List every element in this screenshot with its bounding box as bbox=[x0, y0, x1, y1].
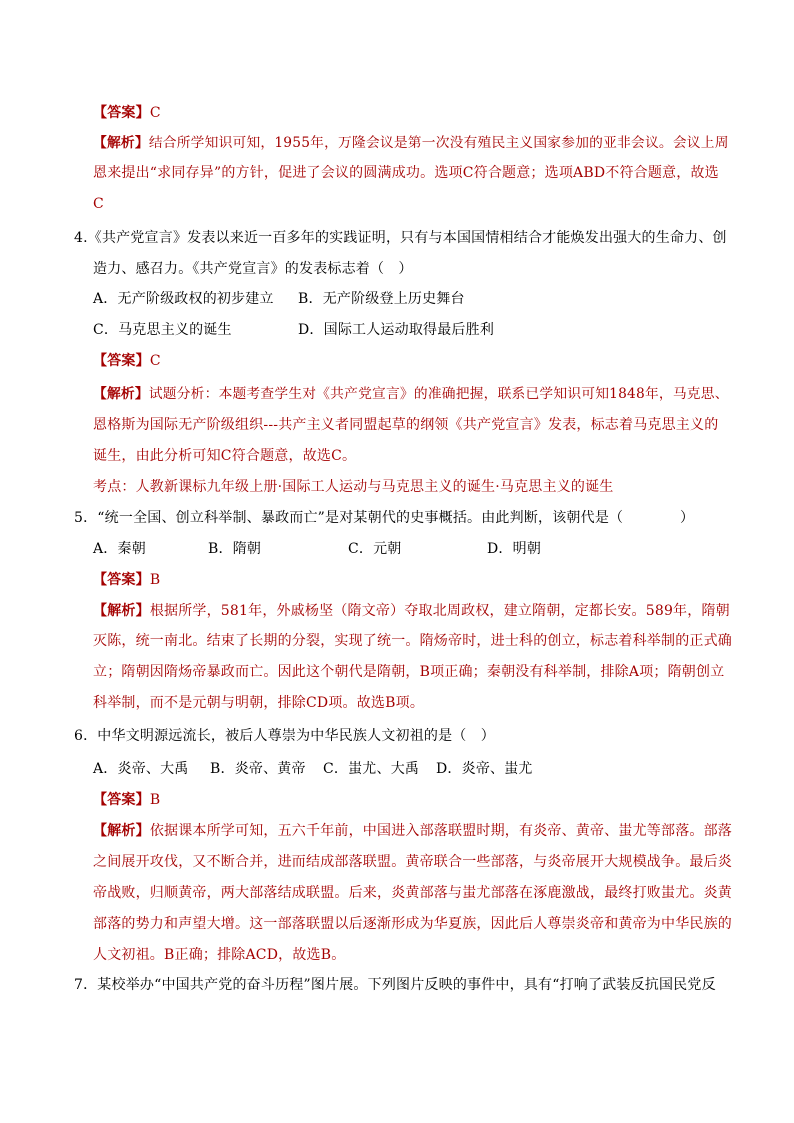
answer-tag: 【答案】 bbox=[93, 353, 150, 369]
q4-option-b: B．无产阶级登上历史舞台 bbox=[298, 291, 465, 307]
q6-answer bbox=[93, 791, 160, 809]
analysis-tag: 【解析】 bbox=[93, 823, 150, 839]
q4-analysis-line: 诞生，由此分析可知C符合题意，故选C。 bbox=[93, 448, 357, 464]
q5-option-c: C．元朝 bbox=[348, 541, 402, 557]
answer-value: B bbox=[149, 572, 161, 588]
q4-answer bbox=[93, 352, 161, 370]
q3-analysis-line: C bbox=[93, 196, 104, 212]
analysis-text: 试题分析：本题考查学生对《共产党宣言》的准确把握，联系已学知识可知1848年，马克思、 bbox=[148, 386, 729, 402]
q5-analysis-line: 科举制，而不是元朝与明朝，排除CD项。故选B项。 bbox=[93, 695, 425, 711]
answer-value: C bbox=[149, 105, 161, 121]
q7-stem: 7．某校举办“中国共产党的奋斗历程”图片展。下列图片反映的事件中，具有“打响了武装反抗国民党反 bbox=[74, 977, 716, 993]
q6-analysis-line: 人文初祖。B正确；排除ACD，故选B。 bbox=[93, 947, 346, 963]
answer-value: B bbox=[149, 792, 161, 808]
q5-analysis-line: 灭陈，统一南北。结束了长期的分裂，实现了统一。隋炀帝时，进士科的创立，标志着科举制的正式确 bbox=[93, 633, 732, 649]
answer-tag: 【答案】 bbox=[93, 572, 150, 588]
q3-answer bbox=[93, 104, 161, 122]
q6-stem: 6．中华文明源远流长，被后人尊崇为中华民族人文初祖的是（ ） bbox=[74, 728, 495, 744]
q5-option-d: D．明朝 bbox=[487, 541, 542, 557]
q4-option-a: A．无产阶级政权的初步建立 bbox=[93, 291, 274, 307]
q4-analysis-line: 恩格斯为国际无产阶级组织---共产主义者同盟起草的纲领《共产党宣言》发表，标志着马克思主义的 bbox=[93, 417, 719, 433]
q5-answer bbox=[93, 571, 160, 589]
q4-stem: 造力、感召力。《共产党宣言》的发表标志着（ ） bbox=[93, 261, 413, 277]
q3-analysis-line bbox=[93, 134, 729, 152]
q6-analysis-line: 部落的势力和声望大增。这一部落联盟以后逐渐形成为华夏族，因此后人尊崇炎帝和黄帝为中华民族的 bbox=[93, 916, 732, 932]
q6-option-c: C．蚩尤、大禹 bbox=[323, 761, 420, 777]
answer-value: C bbox=[149, 353, 161, 369]
q5-stem: 5．“统一全国、创立科举制、暴政而亡”是对某朝代的史事概括。由此判断，该朝代是（ ） bbox=[74, 510, 695, 526]
q5-option-b: B．隋朝 bbox=[208, 541, 262, 557]
analysis-text: 结合所学知识可知，1955年，万隆会议是第一次没有殖民主义国家参加的亚非会议。会议上周 bbox=[148, 135, 729, 151]
analysis-text: 依据课本所学可知，五六千年前，中国进入部落联盟时期，有炎帝、黄帝、蚩尤等部落。部落 bbox=[149, 823, 733, 839]
answer-tag: 【答案】 bbox=[93, 105, 150, 121]
q4-option-c: C．马克思主义的诞生 bbox=[93, 322, 232, 338]
q3-analysis-line: 恩来提出“求同存异”的方针，促进了会议的圆满成功。选项C符合题意；选项ABD不符合题意，故选 bbox=[93, 165, 719, 181]
analysis-tag: 【解析】 bbox=[93, 386, 149, 402]
analysis-tag: 【解析】 bbox=[93, 603, 150, 619]
q6-option-d: D．炎帝、蚩尤 bbox=[436, 761, 533, 777]
q5-analysis-line bbox=[93, 602, 730, 620]
q4-analysis-line bbox=[93, 385, 729, 403]
analysis-tag: 【解析】 bbox=[93, 135, 149, 151]
q5-option-a: A．秦朝 bbox=[93, 541, 146, 557]
answer-tag: 【答案】 bbox=[93, 792, 150, 808]
q6-option-b: B．炎帝、黄帝 bbox=[210, 761, 306, 777]
q6-analysis-line: 之间展开攻伐，又不断合并，进而结成部落联盟。黄帝联合一些部落，与炎帝展开大规模战争。最后炎 bbox=[93, 854, 732, 870]
q4-stem: 4.《共产党宣言》发表以来近一百多年的实践证明，只有与本国国情相结合才能焕发出强大的生命力、创 bbox=[74, 230, 727, 246]
q6-analysis-line bbox=[93, 822, 732, 840]
q6-analysis-line: 帝战败，归顺黄帝，两大部落结成联盟。后来，炎黄部落与蚩尤部落在涿鹿激战，最终打败蚩尤。炎黄 bbox=[93, 885, 732, 901]
q5-analysis-line: 立；隋朝因隋炀帝暴政而亡。因此这个朝代是隋朝，B项正确；秦朝没有科举制，排除A项；隋朝创立 bbox=[93, 664, 725, 680]
q6-option-a: A．炎帝、大禹 bbox=[93, 761, 189, 777]
analysis-text: 根据所学，581年，外戚杨坚（隋文帝）夺取北周政权，建立隋朝，定都长安。589年，隋朝 bbox=[149, 603, 730, 619]
q4-option-d: D．国际工人运动取得最后胜利 bbox=[298, 322, 495, 338]
q4-kaodian: 考点：人教新课标九年级上册·国际工人运动与马克思主义的诞生·马克思主义的诞生 bbox=[93, 479, 614, 495]
